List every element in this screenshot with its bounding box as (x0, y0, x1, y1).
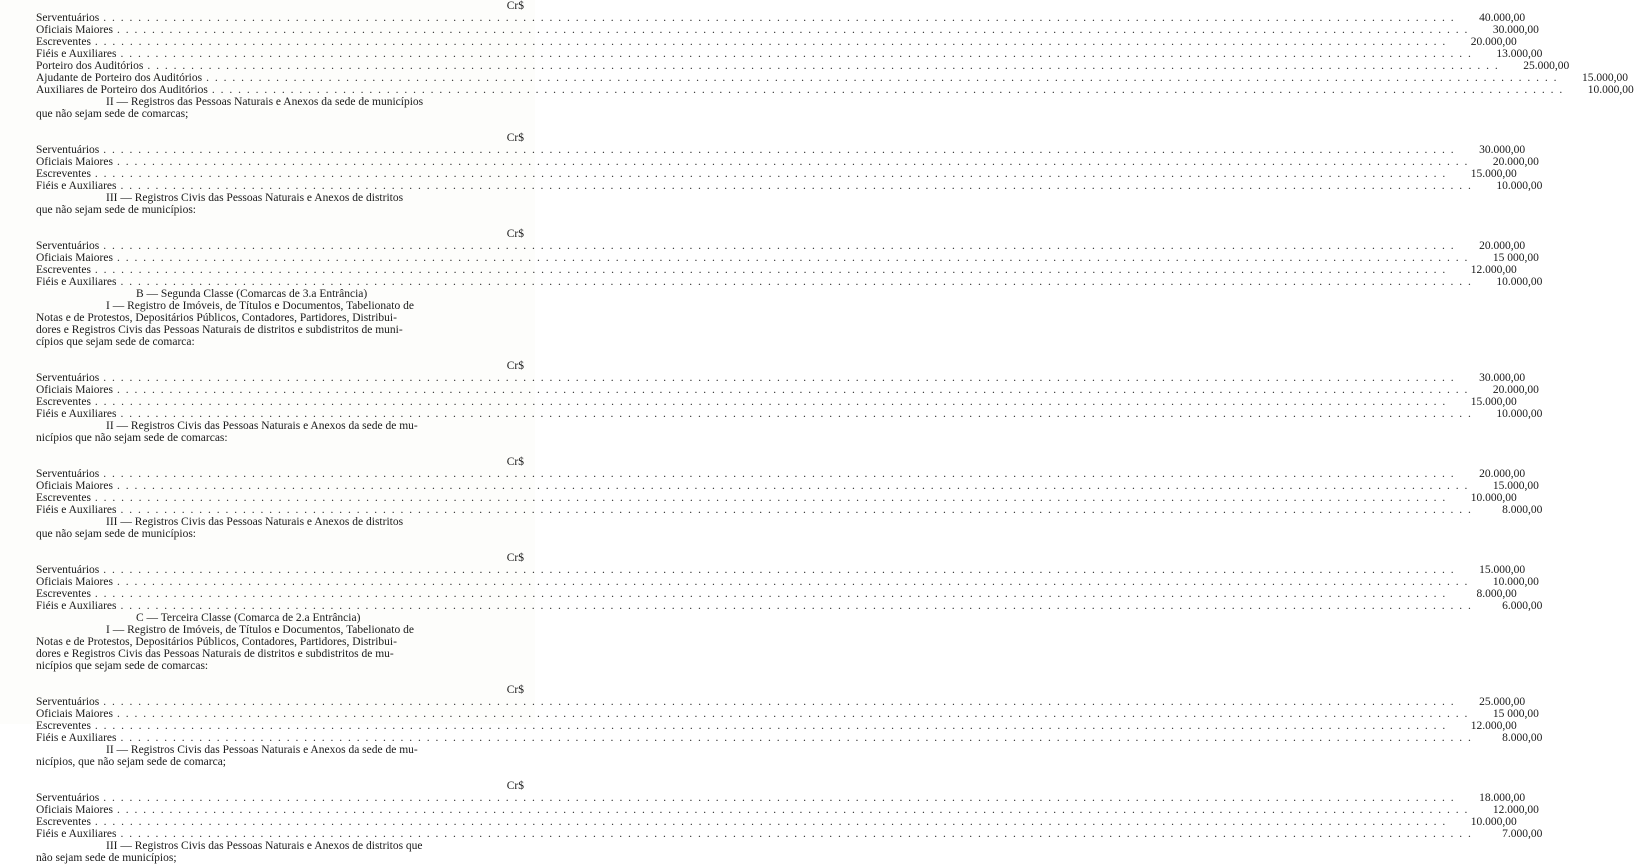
section-paragraph-line: dores e Registros Civis das Pessoas Naturais de distritos e subdistritos de mu- (36, 648, 394, 660)
currency-header: Cr$ (506, 780, 524, 792)
dot-leader (117, 576, 1469, 588)
section-paragraph-line: I — Registro de Imóveis, de Títulos e Documentos, Tabelionato de (106, 624, 414, 636)
dot-leader (117, 804, 1469, 816)
salary-label: Oficiais Maiores (36, 24, 113, 36)
section-heading: II — Registros Civis das Pessoas Naturais e Anexos da sede de mu- (106, 420, 418, 432)
salary-row (36, 708, 1539, 720)
salary-label: Serventuários (36, 240, 100, 252)
salary-row (36, 576, 1539, 588)
dot-leader (117, 156, 1469, 168)
section-paragraph-line: Notas e de Protestos, Depositários Públicos, Contadores, Partidores, Distribui- (36, 636, 397, 648)
dot-leader (103, 564, 1455, 576)
salary-row (36, 732, 1543, 744)
salary-amount: 40.000,00 (1479, 12, 1526, 24)
salary-row (36, 408, 1543, 420)
salary-row (36, 792, 1526, 804)
salary-row (36, 276, 1543, 288)
salary-row (36, 504, 1543, 516)
salary-row (36, 36, 1517, 48)
salary-label: Escreventes (36, 816, 91, 828)
currency-header: Cr$ (506, 360, 524, 372)
salary-label: Oficiais Maiores (36, 576, 113, 588)
salary-row (36, 588, 1517, 600)
salary-row (36, 168, 1517, 180)
salary-label: Escreventes (36, 264, 91, 276)
dot-leader (206, 72, 1558, 84)
salary-label: Fiéis e Auxiliares (36, 504, 117, 516)
salary-amount: 8.000,00 (1502, 504, 1543, 516)
salary-row (36, 72, 1628, 84)
salary-label: Oficiais Maiores (36, 480, 113, 492)
salary-amount: 15.000,00 (1470, 168, 1517, 180)
salary-amount: 10.000,00 (1496, 408, 1543, 420)
dot-leader (121, 504, 1473, 516)
dot-leader (95, 492, 1447, 504)
salary-amount: 8.000,00 (1502, 732, 1543, 744)
section-paragraph-line: cípios que sejam sede de comarca: (36, 336, 195, 348)
salary-label: Escreventes (36, 720, 91, 732)
salary-row (36, 720, 1517, 732)
salary-label: Escreventes (36, 36, 91, 48)
salary-label: Fiéis e Auxiliares (36, 180, 117, 192)
section-paragraph-line: I — Registro de Imóveis, de Títulos e Documentos, Tabelionato de (106, 300, 414, 312)
salary-row (36, 372, 1526, 384)
salary-row (36, 84, 1634, 96)
salary-row (36, 480, 1539, 492)
salary-label: Serventuários (36, 372, 100, 384)
currency-header: Cr$ (506, 552, 524, 564)
section-paragraph-line: nicípios que sejam sede de comarcas: (36, 660, 209, 672)
salary-amount: 25.000,00 (1523, 60, 1570, 72)
salary-row (36, 180, 1543, 192)
dot-leader (121, 732, 1473, 744)
salary-amount: 20.000,00 (1479, 468, 1526, 480)
salary-row (36, 12, 1526, 24)
section-heading-cont: não sejam sede de municípios; (36, 852, 177, 864)
salary-amount: 30.000,00 (1492, 24, 1539, 36)
dot-leader (95, 720, 1447, 732)
section-heading-cont: que não sejam sede de municípios: (36, 204, 197, 216)
salary-amount: 10.000,00 (1496, 180, 1543, 192)
salary-amount: 12.000,00 (1470, 264, 1517, 276)
salary-amount: 10.000,00 (1470, 492, 1517, 504)
spacer (36, 120, 524, 132)
salary-amount: 20.000,00 (1492, 384, 1539, 396)
dot-leader (95, 816, 1447, 828)
currency-header: Cr$ (506, 684, 524, 696)
salary-amount: 15.000,00 (1581, 72, 1628, 84)
dot-leader (103, 696, 1455, 708)
salary-row (36, 564, 1526, 576)
salary-row (36, 48, 1543, 60)
salary-amount: 30.000,00 (1479, 144, 1526, 156)
salary-label: Porteiro dos Auditórios (36, 60, 144, 72)
salary-amount: 10.000,00 (1496, 276, 1543, 288)
salary-label: Ajudante de Porteiro dos Auditórios (36, 72, 203, 84)
salary-row (36, 468, 1526, 480)
salary-row (36, 60, 1570, 72)
salary-amount: 15 000,00 (1492, 708, 1539, 720)
salary-amount: 10.000,00 (1492, 576, 1539, 588)
salary-row (36, 144, 1526, 156)
salary-label: Auxiliares de Porteiro dos Auditórios (36, 84, 208, 96)
section-heading-cont: que não sejam sede de municípios: (36, 528, 197, 540)
salary-label: Serventuários (36, 792, 100, 804)
salary-label: Serventuários (36, 12, 100, 24)
section-heading: II — Registros das Pessoas Naturais e Anexos da sede de municípios (106, 96, 424, 108)
salary-amount: 20.000,00 (1479, 240, 1526, 252)
dot-leader (95, 588, 1447, 600)
document-body (36, 0, 1634, 864)
salary-row (36, 492, 1517, 504)
salary-amount: 13.000,00 (1496, 48, 1543, 60)
salary-label: Serventuários (36, 144, 100, 156)
currency-header: Cr$ (506, 0, 524, 12)
currency-header: Cr$ (506, 132, 524, 144)
dot-leader (121, 180, 1473, 192)
salary-amount: 18.000,00 (1479, 792, 1526, 804)
salary-label: Escreventes (36, 588, 91, 600)
salary-amount: 20.000,00 (1470, 36, 1517, 48)
section-heading-cont: nicípios que não sejam sede de comarcas: (36, 432, 228, 444)
dot-leader (121, 408, 1473, 420)
salary-row (36, 240, 1526, 252)
salary-row (36, 696, 1526, 708)
salary-row (36, 24, 1539, 36)
salary-row (36, 804, 1539, 816)
spacer (36, 768, 524, 780)
salary-label: Escreventes (36, 396, 91, 408)
currency-header: Cr$ (506, 456, 524, 468)
salary-amount: 12.000,00 (1470, 720, 1517, 732)
section-paragraph-line: dores e Registros Civis das Pessoas Naturais de distritos e subdistritos de muni- (36, 324, 403, 336)
salary-row (36, 828, 1543, 840)
salary-label: Oficiais Maiores (36, 156, 113, 168)
salary-amount: 6.000,00 (1502, 600, 1543, 612)
dot-leader (117, 252, 1469, 264)
salary-amount: 20.000,00 (1492, 156, 1539, 168)
salary-label: Fiéis e Auxiliares (36, 48, 117, 60)
dot-leader (103, 144, 1455, 156)
dot-leader (121, 600, 1473, 612)
dot-leader (117, 480, 1469, 492)
salary-label: Fiéis e Auxiliares (36, 732, 117, 744)
dot-leader (103, 792, 1455, 804)
salary-amount: 30.000,00 (1479, 372, 1526, 384)
salary-amount: 15.000,00 (1492, 480, 1539, 492)
salary-row (36, 600, 1543, 612)
spacer (36, 444, 524, 456)
section-heading: III — Registros Civis das Pessoas Naturais e Anexos de distritos que (106, 840, 423, 852)
spacer (36, 672, 524, 684)
section-heading: III — Registros Civis das Pessoas Naturais e Anexos de distritos (106, 192, 404, 204)
dot-leader (95, 168, 1447, 180)
dot-leader (103, 372, 1455, 384)
salary-amount: 15.000,00 (1470, 396, 1517, 408)
section-paragraph-line: Notas e de Protestos, Depositários Públicos, Contadores, Partidores, Distribui- (36, 312, 397, 324)
section-heading: II — Registros Civis das Pessoas Naturais e Anexos da sede de mu- (106, 744, 418, 756)
salary-label: Oficiais Maiores (36, 708, 113, 720)
salary-amount: 15.000,00 (1479, 564, 1526, 576)
section-heading-cont: que não sejam sede de comarcas; (36, 108, 189, 120)
dot-leader (147, 60, 1499, 72)
salary-label: Escreventes (36, 168, 91, 180)
salary-row (36, 252, 1539, 264)
salary-amount: 12.000,00 (1492, 804, 1539, 816)
dot-leader (117, 708, 1469, 720)
dot-leader (103, 240, 1455, 252)
salary-label: Fiéis e Auxiliares (36, 408, 117, 420)
spacer (36, 216, 524, 228)
dot-leader (95, 396, 1447, 408)
salary-label: Escreventes (36, 492, 91, 504)
salary-label: Fiéis e Auxiliares (36, 276, 117, 288)
dot-leader (212, 84, 1564, 96)
salary-amount: 15 000,00 (1492, 252, 1539, 264)
dot-leader (103, 12, 1455, 24)
spacer (36, 540, 524, 552)
dot-leader (117, 384, 1469, 396)
dot-leader (121, 828, 1473, 840)
dot-leader (103, 468, 1455, 480)
salary-row (36, 264, 1517, 276)
salary-label: Fiéis e Auxiliares (36, 828, 117, 840)
salary-label: Serventuários (36, 468, 100, 480)
class-title: C — Terceira Classe (Comarca de 2.a Entrância) (136, 612, 361, 624)
salary-label: Oficiais Maiores (36, 384, 113, 396)
section-heading: III — Registros Civis das Pessoas Naturais e Anexos de distritos (106, 516, 404, 528)
currency-header: Cr$ (506, 228, 524, 240)
salary-label: Oficiais Maiores (36, 252, 113, 264)
section-heading-cont: nicípios, que não sejam sede de comarca; (36, 756, 226, 768)
salary-label: Serventuários (36, 564, 100, 576)
salary-amount: 7.000,00 (1502, 828, 1543, 840)
dot-leader (117, 24, 1469, 36)
class-title: B — Segunda Classe (Comarcas de 3.a Entrância) (136, 288, 368, 300)
salary-row (36, 156, 1539, 168)
salary-amount: 10.000,00 (1587, 84, 1634, 96)
salary-label: Oficiais Maiores (36, 804, 113, 816)
salary-amount: 8.000,00 (1476, 588, 1517, 600)
salary-row (36, 384, 1539, 396)
salary-label: Serventuários (36, 696, 100, 708)
salary-label: Fiéis e Auxiliares (36, 600, 117, 612)
salary-row (36, 816, 1517, 828)
dot-leader (95, 36, 1447, 48)
dot-leader (121, 276, 1473, 288)
salary-amount: 10.000,00 (1470, 816, 1517, 828)
salary-row (36, 396, 1517, 408)
dot-leader (95, 264, 1447, 276)
dot-leader (121, 48, 1473, 60)
spacer (36, 348, 524, 360)
salary-amount: 25.000,00 (1479, 696, 1526, 708)
